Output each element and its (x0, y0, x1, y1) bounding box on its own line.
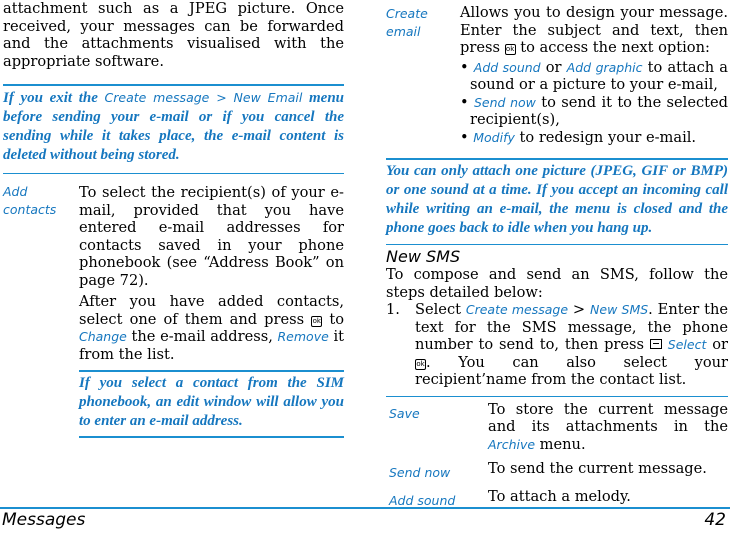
option-description: To send the current message. (488, 460, 707, 477)
sms-intro: To compose and send an SMS, follow the steps detailed below: (386, 266, 728, 301)
list-item: • Modify to redesign your e-mail. (460, 128, 697, 146)
sms-options-table (386, 396, 728, 510)
add-contacts-instructions: After you have added contacts, select one of them and press ok to Change the e-mail address, Remove it from the list. (79, 293, 344, 363)
section-heading-new-sms: New SMS (386, 247, 461, 266)
note-exit-email: If you exit the Create message > New Email menu before sending your e-mail or if you cancel the sending while it takes place, the e-mail content is deleted without being stored. (3, 84, 344, 165)
left-column (3, 0, 344, 438)
footer-rule (0, 507, 730, 509)
divider (3, 173, 344, 174)
list-item: • Send now to send it to the selected recipient(s), (460, 93, 728, 128)
menu-term-change: Change (79, 329, 127, 344)
menu-term-new-email: New Email (233, 90, 303, 105)
note-attachment-limit: You can only attach one picture (JPEG, GIF or BMP) or one sound at a time. If you accept an incoming call while writing an e-mail, the menu is closed and the phone goes back to idle when you hang up. (386, 158, 728, 238)
option-key: Send now (389, 465, 451, 480)
list-item: • Add sound or Add graphic to attach a sound or a picture to your e-mail, (460, 58, 728, 93)
left-softkey-icon (650, 339, 662, 349)
page-number: 42 (704, 510, 726, 530)
intro-paragraph: attachment such as a JPEG picture. Once received, your messages can be forwarded and the attachments visualised with the appropriate software. (3, 0, 344, 70)
option-key: Save (389, 405, 420, 421)
footer-section-title: Messages (2, 510, 86, 530)
create-email-description: Allows you to design your message. Enter the subject and text, then press ok to access the next option: (460, 4, 728, 56)
step-1: 1. Select Create message > New SMS. Enter the text for the SMS message, the phone number to send to, then press Select or ok. You can also select your recipient’name from the contact list. (386, 301, 729, 388)
option-row-add-sound (386, 488, 728, 509)
option-row-create-email (386, 0, 728, 146)
option-row-save (386, 401, 728, 454)
option-key-add-contacts: Add contacts (3, 184, 57, 217)
divider (386, 244, 728, 245)
ok-key-icon: ok (312, 316, 321, 325)
ok-key-icon: ok (416, 359, 425, 368)
menu-term-create-message: Create message (104, 90, 210, 105)
add-contacts-description: To select the recipient(s) of your e-mail, provided that you have entered e-mail addresses for contacts saved in your phone phonebook (see “Address Book” on page 72). (79, 184, 344, 289)
option-description: To store the current message and its attachments in the Archive menu. (488, 400, 728, 453)
option-key-create-email: Create email (386, 6, 428, 39)
option-description: To attach a melody. (488, 488, 631, 505)
note-sim-phonebook: If you select a contact from the SIM phonebook, an edit window will allow you to enter an e-mail address. (79, 370, 344, 438)
option-row-send-now (386, 460, 728, 481)
right-column (386, 0, 728, 509)
option-row-add-contacts (3, 178, 344, 438)
menu-term-remove: Remove (277, 329, 329, 344)
ok-key-icon: ok (505, 45, 515, 53)
option-key: Add sound (389, 493, 456, 508)
